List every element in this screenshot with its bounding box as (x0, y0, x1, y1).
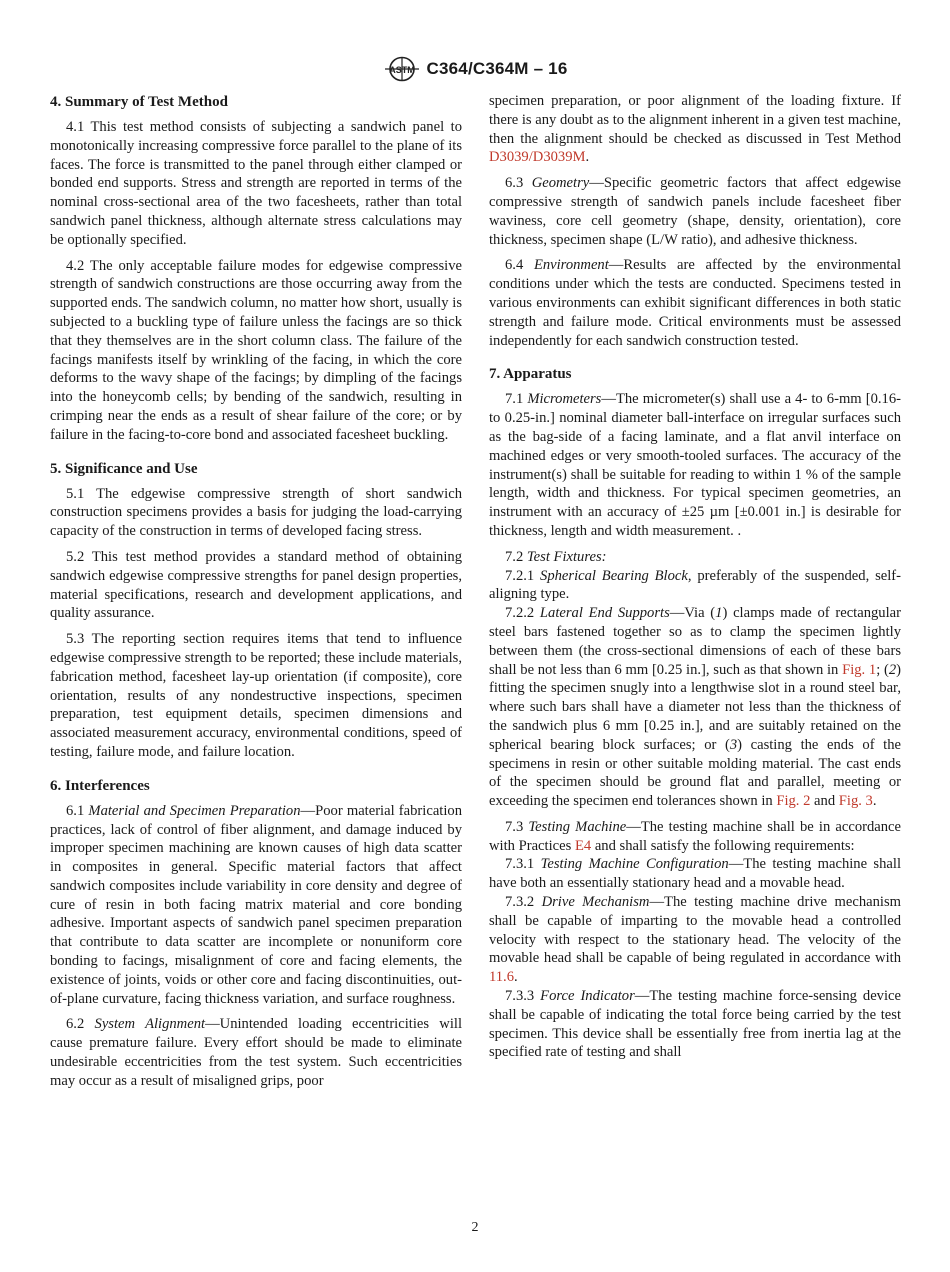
link-11-6[interactable]: 11.6 (489, 969, 514, 986)
paragraph-7-2: 7.2 Test Fixtures: (505, 548, 607, 565)
left-column (50, 92, 462, 1098)
paragraph-7-1: 7.1 Micrometers—The micrometer(s) shall use a 4- to 6-mm [0.16- to 0.25-in.] nominal diameter ball-interface on irregular surfaces such as the bag-side of a facing laminate, and a flat anvil interface on machined edges or very smooth-tooled surfaces. The accuracy of the instrument(s) shall be suitable for reading to within 1 % of the sample length, width and thickness. For typical specimen geometries, an instrument with an accuracy of ±25 µm [±0.001 in.] is desirable for thickness, length and width measurement. . (489, 391, 901, 539)
paragraph-4-2: 4.2 The only acceptable failure modes for edgewise compressive strength of sandwich constructions are those occurring away from the supported ends. The sandwich column, no matter how short, usually is subjected to a buckling type of failure unless the facings are so thick that they themselves are in the short column class. The failure of the facings manifests itself by wrinkling of the facing, in which the core deforms to the wavy shape of the facings; by dimpling of the facings into the honeycomb cells; by bending of the sandwich, resulting in crimping near the ends as a result of shear failure of the core; or by failure in the facing-to-core bond and associated facesheet buckling. (50, 257, 462, 443)
paragraph-6-2-continued: specimen preparation, or poor alignment of the loading fixture. If there is any doubt as to the alignment inherent in a given test machine, then the alignment should be checked as discussed in Test Method D3039/D3039M. (489, 93, 901, 166)
paragraph-5-1: 5.1 The edgewise compressive strength of short sandwich construction specimens provides a basis for judging the load-carrying capacity of the construction in terms of developed facing stress. (50, 485, 462, 540)
paragraph-7-2-1: 7.2.1 Spherical Bearing Block, preferably of the suspended, self-aligning type. (489, 567, 901, 603)
link-fig-2[interactable]: Fig. 2 (776, 793, 811, 810)
link-d3039[interactable]: D3039/D3039M (489, 149, 586, 166)
paragraph-4-1: 4.1 This test method consists of subjecting a sandwich panel to monotonically increasing compressive force parallel to the plane of its faces. The force is transmitted to the panel through either clamped or bonded end supports. Stress and strength are reported in terms of the nominal cross-sectional area of the two facesheets, rather than total sandwich panel thickness, although alternate stress calculations may be optionally specified. (50, 119, 462, 248)
astm-logo-icon (383, 56, 421, 82)
paragraph-6-3: 6.3 Geometry—Specific geometric factors that affect edgewise compressive strength of sandwich panels include facesheet fiber waviness, core cell geometry (shape, density, orientation), core thickness, specimen shape (L/W ratio), and adhesive thickness. (489, 175, 901, 248)
section-4-heading: 4. Summary of Test Method (50, 94, 228, 110)
paragraph-6-4: 6.4 Environment—Results are affected by the environmental conditions under which the tests are conducted. Specimens tested in various environments can exhibit significant differences in both static strength and failure mode. Critical environments must be assessed independently for each sandwich construction tested. (489, 257, 901, 349)
link-fig-1[interactable]: Fig. 1 (842, 661, 877, 678)
paragraph-5-2: 5.2 This test method provides a standard method of obtaining sandwich edgewise compressive strengths for panel design properties, material specifications, research and development applications, and quality assurance. (50, 548, 462, 622)
svg-text:ASTM: ASTM (388, 65, 415, 75)
page-number: 2 (471, 1220, 479, 1235)
paragraph-7-2-2: 7.2.2 Lateral End Supports—Via (1) clamps made of rectangular steel bars fastened together so as to clamp the specimen lightly between them (the cross-sectional dimensions of each of these bars shall be not less than 6 mm [0.25 in.], such as that shown in Fig. 1; (2) fitting the specimen snugly into a lengthwise slot in a round steel bar, where such bars shall have a diameter not less than the thickness of the sandwich plus 6 mm [0.25 in.], and are suitably retained on the spherical bearing block surfaces; or (3) casting the ends of the specimens in resin or other suitable molding material. The cast ends of the specimen should be ground flat and parallel, meeting or exceeding the specimen end tolerances shown in Fig. 2 and Fig. 3. (489, 605, 901, 810)
paragraph-7-3: 7.3 Testing Machine—The testing machine shall be in accordance with Practices E4 and shall satisfy the following requirements: (489, 818, 901, 854)
document-designation: C364/C364M – 16 (426, 59, 568, 78)
paragraph-5-3: 5.3 The reporting section requires items that tend to influence edgewise compressive strength to be reported; these include materials, fabrication method, facesheet lay-up orientation (if composite), core orientation, results of any nondestructive inspections, specimen preparation, test equipment details, specimen dimensions and associated measurement accuracy, environmental conditions, speed of testing, failure mode, and failure location. (50, 631, 462, 760)
paragraph-7-3-1: 7.3.1 Testing Machine Configuration—The testing machine shall have both an essentially stationary head and a movable head. (489, 856, 901, 892)
section-7-heading: 7. Apparatus (489, 366, 572, 383)
page-header (0, 56, 950, 87)
paragraph-6-1: 6.1 Material and Specimen Preparation—Poor material fabrication practices, lack of control of fiber alignment, and damage induced by improper specimen machining are known causes of high data scatter in composites in general. Specific material factors that affect sandwich composites include variability in core density and degree of cure of resin in both facing matrix material and core bonding adhesive. Important aspects of sandwich panel specimen preparation that contribute to data scatter are incomplete or nonuniform core bonding to facings, misalignment of core and facing elements, the existence of joints, voids or other core and facing discontinuities, out-of-plane curvature, facing thickness variation, and surface roughness. (50, 802, 462, 1007)
right-column (489, 92, 901, 1062)
section-6-heading: 6. Interferences (50, 777, 150, 794)
paragraph-7-3-2: 7.3.2 Drive Mechanism—The testing machine drive mechanism shall be capable of imparting to the movable head a controlled velocity with respect to the stationary head. The velocity of the movable head shall be capable of being regulated in accordance with 11.6. (489, 894, 901, 986)
paragraph-6-2: 6.2 System Alignment—Unintended loading eccentricities will cause premature failure. Every effort should be made to eliminate undesirable eccentricities from the test system. Such eccentricities may occur as a result of misaligned grips, poor (50, 1016, 463, 1089)
link-fig-3[interactable]: Fig. 3 (838, 793, 873, 810)
link-e4[interactable]: E4 (574, 837, 592, 854)
paragraph-7-3-3: 7.3.3 Force Indicator—The testing machine force-sensing device shall be capable of indicating the total force being carried by the test specimen. This device shall be essentially free from inertia lag at the specified rate of testing and shall (489, 988, 901, 1061)
section-5-heading: 5. Significance and Use (50, 460, 198, 477)
